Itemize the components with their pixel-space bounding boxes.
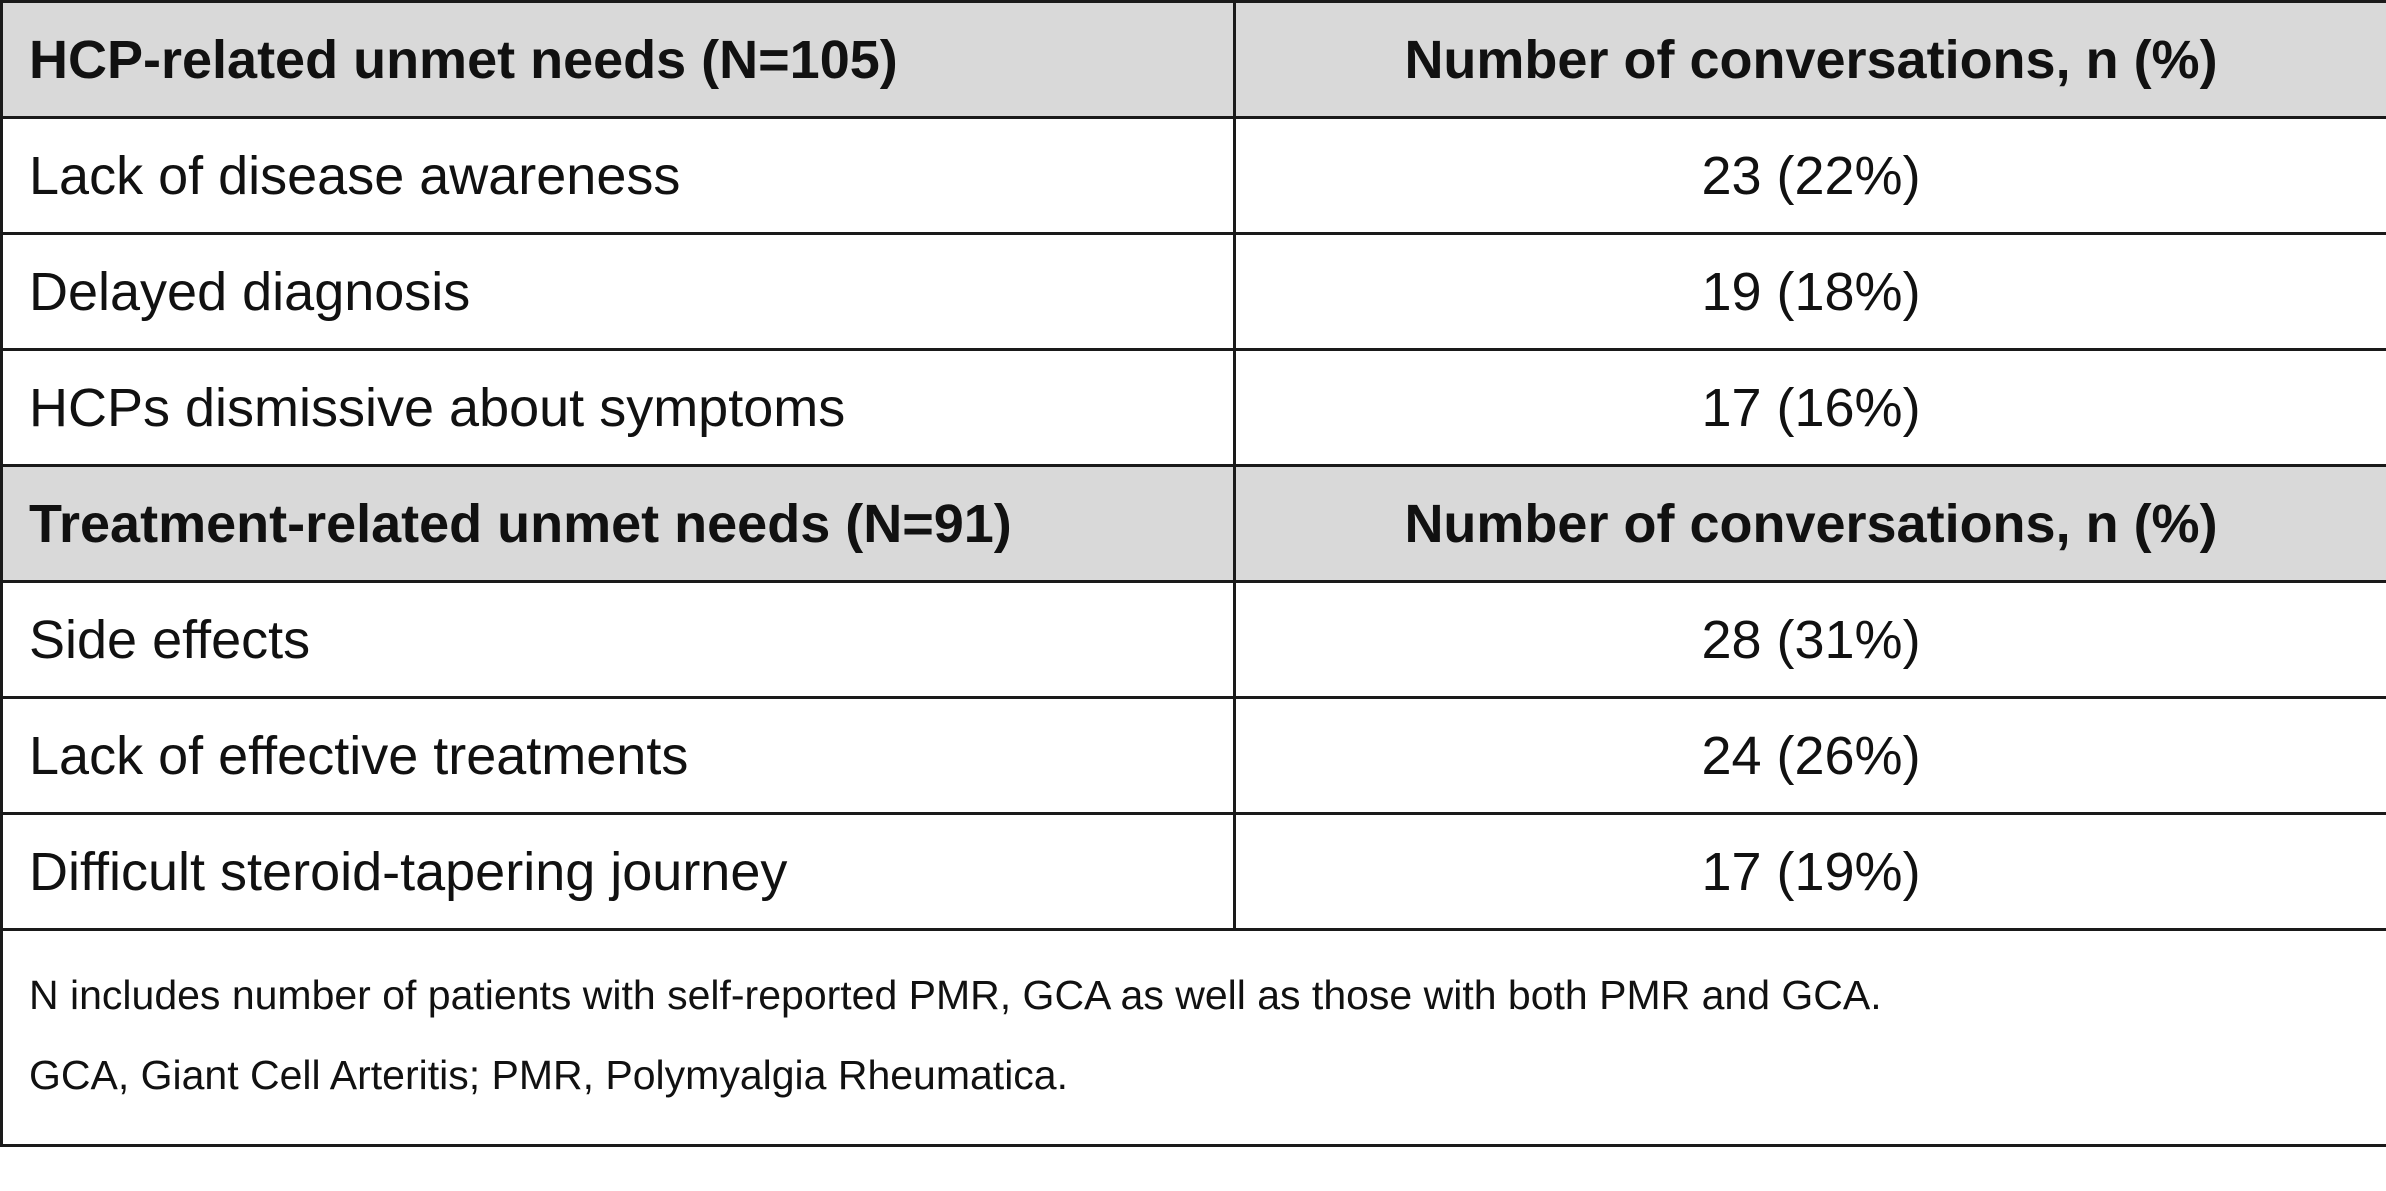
row-value: 17 (16%) [1235, 350, 2386, 466]
row-label: Delayed diagnosis [2, 234, 1235, 350]
table-row [2, 350, 2386, 466]
row-value: 23 (22%) [1235, 118, 2386, 234]
footnote-n-definition: N includes number of patients with self-reported PMR, GCA as well as those with both PMR and GCA. [29, 972, 1882, 1018]
table-row [2, 698, 2386, 814]
row-label: Lack of disease awareness [2, 118, 1235, 234]
hcp-section-title: HCP-related unmet needs (N=105) [2, 2, 1235, 118]
row-label: HCPs dismissive about symptoms [2, 350, 1235, 466]
table-row [2, 118, 2386, 234]
treatment-section-title: Treatment-related unmet needs (N=91) [2, 466, 1235, 582]
table-row [2, 814, 2386, 930]
footnote-cell [2, 930, 2386, 1146]
table-row [2, 234, 2386, 350]
row-label: Lack of effective treatments [2, 698, 1235, 814]
row-value: 17 (19%) [1235, 814, 2386, 930]
footnote-abbreviations: GCA, Giant Cell Arteritis; PMR, Polymyalgia Rheumatica. [29, 1052, 1068, 1098]
hcp-section-header-row [2, 2, 2386, 118]
row-value: 28 (31%) [1235, 582, 2386, 698]
treatment-section-value-header: Number of conversations, n (%) [1235, 466, 2386, 582]
row-value: 24 (26%) [1235, 698, 2386, 814]
treatment-section-header-row [2, 466, 2386, 582]
row-label: Side effects [2, 582, 1235, 698]
footnote-row [2, 930, 2386, 1146]
table-row [2, 582, 2386, 698]
row-label: Difficult steroid-tapering journey [2, 814, 1235, 930]
row-value: 19 (18%) [1235, 234, 2386, 350]
hcp-section-value-header: Number of conversations, n (%) [1235, 2, 2386, 118]
